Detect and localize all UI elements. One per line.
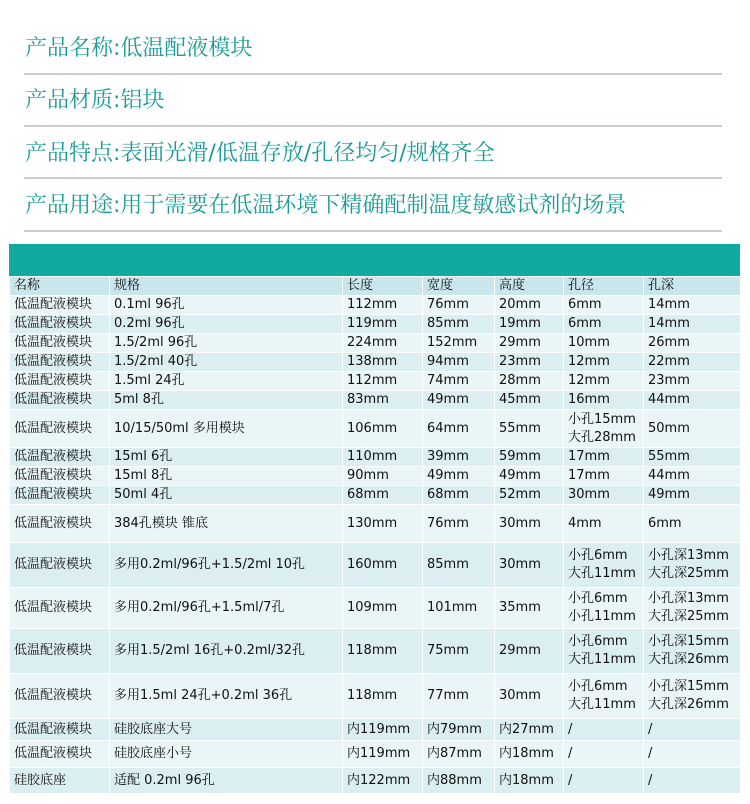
table-cell: 低温配液模块 xyxy=(10,372,110,391)
table-cell: 68mm xyxy=(343,486,423,505)
product-usage-label: 产品用途: xyxy=(25,193,121,218)
table-cell: 30mm xyxy=(564,486,644,505)
table-cell: 内122mm xyxy=(343,768,423,794)
table-cell: 内119mm xyxy=(343,741,423,768)
table-row xyxy=(10,334,741,353)
table-cell: 低温配液模块 xyxy=(10,315,110,334)
table-cell: 76mm xyxy=(423,505,495,543)
table-cell: 10/15/50ml 多用模块 xyxy=(110,410,343,448)
table-cell: 28mm xyxy=(495,372,564,391)
table-cell: 低温配液模块 xyxy=(10,505,110,543)
table-cell: 22mm xyxy=(644,353,741,372)
table-row xyxy=(10,505,741,543)
table-cell: 30mm xyxy=(495,505,564,543)
product-usage-line xyxy=(25,195,626,217)
table-cell: / xyxy=(564,768,644,794)
table-cell: 16mm xyxy=(564,391,644,410)
table-row xyxy=(10,467,741,486)
product-material-label: 产品材质: xyxy=(25,88,121,113)
table-cell: 35mm xyxy=(495,588,564,629)
table-cell: 小孔深15mm 大孔深26mm xyxy=(644,629,741,674)
table-cell: 5ml 8孔 xyxy=(110,391,343,410)
table-cell: 85mm xyxy=(423,315,495,334)
table-cell: 118mm xyxy=(343,629,423,674)
product-features-value: 表面光滑/低温存放/孔径均匀/规格齐全 xyxy=(120,141,495,166)
table-cell: 76mm xyxy=(423,296,495,315)
table-cell: / xyxy=(644,741,741,768)
table-cell: 6mm xyxy=(644,505,741,543)
table-cell: 内18mm xyxy=(495,741,564,768)
table-cell: 低温配液模块 xyxy=(10,296,110,315)
table-cell: 15ml 8孔 xyxy=(110,467,343,486)
table-cell: 多用1.5ml 24孔+0.2ml 36孔 xyxy=(110,674,343,719)
table-cell: 49mm xyxy=(423,391,495,410)
table-cell: 49mm xyxy=(423,467,495,486)
table-cell: 内79mm xyxy=(423,719,495,741)
table-cell: 26mm xyxy=(644,334,741,353)
table-cell: 39mm xyxy=(423,448,495,467)
table-cell: 112mm xyxy=(343,296,423,315)
table-cell: 内87mm xyxy=(423,741,495,768)
table-cell: 小孔6mm 大孔11mm xyxy=(564,543,644,588)
table-cell: 硅胶底座 xyxy=(10,768,110,794)
table-cell: 49mm xyxy=(644,486,741,505)
table-cell: 55mm xyxy=(495,410,564,448)
col-header: 高度 xyxy=(495,277,564,296)
table-cell: 112mm xyxy=(343,372,423,391)
table-cell: 硅胶底座大号 xyxy=(110,719,343,741)
table-row xyxy=(10,391,741,410)
table-cell: 小孔6mm 大孔11mm xyxy=(564,674,644,719)
table-cell: 110mm xyxy=(343,448,423,467)
table-row xyxy=(10,719,741,741)
product-material-value: 铝块 xyxy=(120,88,165,113)
table-cell: 59mm xyxy=(495,448,564,467)
table-row xyxy=(10,448,741,467)
table-cell: / xyxy=(564,719,644,741)
col-header: 孔深 xyxy=(644,277,741,296)
table-cell: 小孔深15mm 大孔深26mm xyxy=(644,674,741,719)
table-cell: 小孔深13mm 大孔深25mm xyxy=(644,543,741,588)
table-cell: 低温配液模块 xyxy=(10,719,110,741)
table-cell: 低温配液模块 xyxy=(10,334,110,353)
col-header: 宽度 xyxy=(423,277,495,296)
table-cell: 4mm xyxy=(564,505,644,543)
table-cell: 内27mm xyxy=(495,719,564,741)
table-row xyxy=(10,588,741,629)
table-row xyxy=(10,543,741,588)
table-cell: 低温配液模块 xyxy=(10,629,110,674)
table-row xyxy=(10,741,741,768)
table-cell: 内18mm xyxy=(495,768,564,794)
table-cell: 多用0.2ml/96孔+1.5/2ml 10孔 xyxy=(110,543,343,588)
product-features-line xyxy=(25,143,495,165)
col-header: 名称 xyxy=(10,277,110,296)
table-cell: 138mm xyxy=(343,353,423,372)
table-cell: 20mm xyxy=(495,296,564,315)
table-cell: 多用1.5/2ml 16孔+0.2ml/32孔 xyxy=(110,629,343,674)
table-cell: 硅胶底座小号 xyxy=(110,741,343,768)
table-cell: 83mm xyxy=(343,391,423,410)
product-name-line xyxy=(25,38,252,60)
table-cell: 15ml 6孔 xyxy=(110,448,343,467)
table-cell: 75mm xyxy=(423,629,495,674)
table-row xyxy=(10,315,741,334)
table-cell: 101mm xyxy=(423,588,495,629)
table-cell: 低温配液模块 xyxy=(10,674,110,719)
table-cell: 90mm xyxy=(343,467,423,486)
table-cell: 低温配液模块 xyxy=(10,543,110,588)
table-cell: 94mm xyxy=(423,353,495,372)
product-name-value: 低温配液模块 xyxy=(120,36,253,61)
product-usage-value: 用于需要在低温环境下精确配制温度敏感试剂的场景 xyxy=(120,193,627,218)
table-cell: 低温配液模块 xyxy=(10,741,110,768)
table-cell: 160mm xyxy=(343,543,423,588)
divider xyxy=(24,73,722,75)
product-name-label: 产品名称: xyxy=(25,36,121,61)
table-header-row xyxy=(10,277,741,296)
table-cell: 64mm xyxy=(423,410,495,448)
col-header: 长度 xyxy=(343,277,423,296)
table-cell: 10mm xyxy=(564,334,644,353)
table-cell: 17mm xyxy=(564,467,644,486)
table-row xyxy=(10,410,741,448)
table-cell: 小孔6mm 大孔11mm xyxy=(564,629,644,674)
table-header-band xyxy=(9,244,740,276)
table-cell: 14mm xyxy=(644,315,741,334)
table-cell: 17mm xyxy=(564,448,644,467)
table-cell: 29mm xyxy=(495,334,564,353)
table-cell: / xyxy=(564,741,644,768)
spec-table xyxy=(9,276,741,794)
table-cell: 1.5/2ml 96孔 xyxy=(110,334,343,353)
table-cell: 224mm xyxy=(343,334,423,353)
table-cell: 内88mm xyxy=(423,768,495,794)
table-cell: 低温配液模块 xyxy=(10,588,110,629)
col-header: 规格 xyxy=(110,277,343,296)
table-cell: 50mm xyxy=(644,410,741,448)
table-cell: 52mm xyxy=(495,486,564,505)
divider xyxy=(24,177,722,179)
table-cell: 50ml 4孔 xyxy=(110,486,343,505)
table-cell: 19mm xyxy=(495,315,564,334)
table-cell: 109mm xyxy=(343,588,423,629)
col-header: 孔径 xyxy=(564,277,644,296)
table-cell: 384孔模块 锥底 xyxy=(110,505,343,543)
table-cell: 低温配液模块 xyxy=(10,467,110,486)
table-row xyxy=(10,296,741,315)
product-material-line xyxy=(25,90,164,112)
table-cell: 23mm xyxy=(644,372,741,391)
table-cell: 多用0.2ml/96孔+1.5ml/7孔 xyxy=(110,588,343,629)
table-row xyxy=(10,353,741,372)
table-cell: 77mm xyxy=(423,674,495,719)
table-cell: 低温配液模块 xyxy=(10,391,110,410)
table-cell: 适配 0.2ml 96孔 xyxy=(110,768,343,794)
divider xyxy=(24,125,722,127)
table-cell: 119mm xyxy=(343,315,423,334)
table-row xyxy=(10,768,741,794)
table-cell: 130mm xyxy=(343,505,423,543)
table-cell: 1.5ml 24孔 xyxy=(110,372,343,391)
table-cell: 29mm xyxy=(495,629,564,674)
table-cell: 6mm xyxy=(564,296,644,315)
table-cell: 低温配液模块 xyxy=(10,353,110,372)
table-cell: 74mm xyxy=(423,372,495,391)
table-cell: 106mm xyxy=(343,410,423,448)
table-cell: 0.1ml 96孔 xyxy=(110,296,343,315)
table-cell: 14mm xyxy=(644,296,741,315)
table-cell: 低温配液模块 xyxy=(10,410,110,448)
table-cell: 55mm xyxy=(644,448,741,467)
table-cell: 12mm xyxy=(564,353,644,372)
table-cell: 45mm xyxy=(495,391,564,410)
product-features-label: 产品特点: xyxy=(25,141,121,166)
table-cell: 44mm xyxy=(644,391,741,410)
table-cell: 23mm xyxy=(495,353,564,372)
table-cell: 152mm xyxy=(423,334,495,353)
table-cell: / xyxy=(644,768,741,794)
table-cell: 6mm xyxy=(564,315,644,334)
table-cell: 49mm xyxy=(495,467,564,486)
table-cell: 68mm xyxy=(423,486,495,505)
table-cell: 85mm xyxy=(423,543,495,588)
table-row xyxy=(10,674,741,719)
divider xyxy=(24,230,722,232)
table-cell: 30mm xyxy=(495,674,564,719)
table-cell: 30mm xyxy=(495,543,564,588)
table-cell: 44mm xyxy=(644,467,741,486)
table-cell: 内119mm xyxy=(343,719,423,741)
table-cell: 小孔15mm 大孔28mm xyxy=(564,410,644,448)
table-cell: 12mm xyxy=(564,372,644,391)
table-cell: 1.5/2ml 40孔 xyxy=(110,353,343,372)
table-row xyxy=(10,486,741,505)
table-cell: 小孔6mm 小孔11mm xyxy=(564,588,644,629)
table-cell: 低温配液模块 xyxy=(10,486,110,505)
table-cell: / xyxy=(644,719,741,741)
table-cell: 低温配液模块 xyxy=(10,448,110,467)
table-row xyxy=(10,629,741,674)
table-cell: 118mm xyxy=(343,674,423,719)
table-cell: 小孔深13mm 大孔深25mm xyxy=(644,588,741,629)
table-cell: 0.2ml 96孔 xyxy=(110,315,343,334)
table-row xyxy=(10,372,741,391)
